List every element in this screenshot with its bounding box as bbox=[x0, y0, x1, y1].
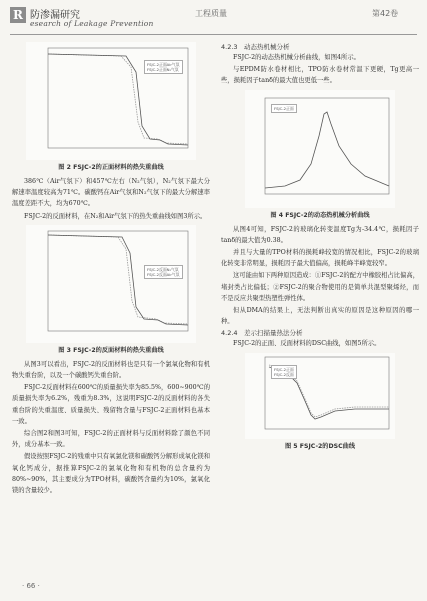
legend-item: FSJC-2正面Air气氛 bbox=[147, 62, 180, 67]
figure-3 bbox=[26, 225, 196, 343]
header-rule bbox=[10, 34, 417, 35]
paragraph: FSJC-2的正面、反面材料的DSC曲线，如图5所示。 bbox=[233, 340, 381, 348]
figure-2-legend bbox=[144, 60, 183, 74]
figure-5-caption: 图 5 FSJC-2的DSC曲线 bbox=[284, 442, 356, 450]
section-heading-4-2-4: 4.2.4 差示扫描量热法分析 bbox=[221, 329, 303, 338]
figure-5-plot bbox=[245, 353, 395, 439]
journal-title-cn: 防渗漏研究 bbox=[30, 10, 80, 21]
paragraph: FSJC-2的动态热机械分析曲线，如图4所示。 bbox=[233, 54, 360, 61]
paragraph: 386℃（Air气氛下）和457℃左右（N₂气氛），N₂气氛下最大分解速率温度较高为71℃。碳酸钙在Air气氛和N₂气氛下的最大分解速率温度差距不大，均为670℃。 bbox=[12, 178, 210, 208]
paragraph: 从图3可以看出，FSJC-2的反面材料也是只有一个氯氧化物和有机物失重台阶，以及一个碳酸钙失重台阶。 bbox=[12, 360, 210, 380]
figure-3-plot bbox=[26, 225, 196, 343]
journal-title-en: esearch of Leakage Prevention bbox=[30, 19, 154, 28]
figure-4-plot bbox=[245, 90, 395, 208]
figure-5-legend bbox=[271, 365, 297, 379]
paragraph: 并且与大量的TPO材料的损耗峰较宽的情况相比，FSJC-2的玻璃化转变非常明显，损耗因子最大值偏高，损耗峰半峰宽较窄。 bbox=[221, 249, 419, 268]
figure-2-caption: 图 2 FSJC-2的正面材料的热失重曲线 bbox=[58, 164, 164, 171]
legend-item: FSJC-2正面 bbox=[274, 105, 294, 111]
paragraph: 假设按照FSJC-2的残重中只有氧氯化镁和碳酸钙分解形成氧化镁和氧化钙成分，据推算FSJC-2的氯氧化物和有机物的总含量约为80%~90%，其主要成分为TPO材料，碳酸钙含量约为10%，氯氧化镁的含量较少。 bbox=[12, 453, 210, 495]
figure-3-caption: 图 3 FSJC-2的反面材料的热失重曲线 bbox=[58, 346, 164, 354]
paragraph: 但从DMA的结果上，无法判断出真实的原因是这种原因的哪一种。 bbox=[221, 307, 419, 326]
figure-4-legend bbox=[271, 104, 297, 113]
legend-item: FSJC-2反面N₂气氛 bbox=[147, 266, 179, 272]
paragraph: 与EPDM防水卷材相比，TPO防水卷材常温下更硬，Tg更高一些，损耗因子tanδ的最大值也更低一些。 bbox=[221, 66, 419, 85]
page-header bbox=[0, 0, 427, 44]
paragraph: FSJC-2的反面材料，在N₂和Air气氛下的热失重曲线如图3所示。 bbox=[24, 212, 207, 220]
legend-item: FSJC-2反面Air气氛 bbox=[147, 271, 180, 277]
legend-item: FSJC-2正面 bbox=[274, 366, 294, 372]
figure-4 bbox=[245, 90, 395, 208]
paragraph: 从图4可知，FSJC-2的玻璃化转变温度Tg为-34.4℃，损耗因子tanδ的最大值为0.38。 bbox=[221, 225, 419, 244]
figure-2 bbox=[26, 42, 196, 160]
left-column bbox=[12, 42, 210, 497]
figure-3-legend bbox=[144, 265, 183, 279]
journal-logo: R bbox=[10, 7, 26, 23]
paragraph: 这可能由如下两种原因造成：①FSJC-2的配方中橡胶相占比偏高，堵封类占比偏低；②FSJC-2的聚合物使用的是简单共混型聚烯烃，而不是反应共聚型热塑性弹性体。 bbox=[221, 272, 419, 302]
right-column bbox=[221, 42, 419, 455]
section-heading-4-2-3: 4.2.3 动态热机械分析 bbox=[221, 43, 290, 51]
figure-4-caption: 图 4 FSJC-2的动态热机械分析曲线 bbox=[270, 211, 370, 219]
figure-5 bbox=[245, 353, 395, 439]
legend-item: FSJC-2反面 bbox=[274, 371, 294, 377]
section-title: 工程质量 bbox=[195, 9, 227, 18]
legend-item: FSJC-2正面N₂气氛 bbox=[147, 67, 179, 72]
paragraph: FSJC-2反面材料在600℃的质量损失率为85.5%，600~900℃的质量损失率为6.2%，残重为8.3%，这说明FSJC-2的反面材料的各失重台阶的失重温度、质量损失、残留物含量与FSJC-2正面材料也基本一致。 bbox=[12, 384, 210, 425]
page-number: · 66 · bbox=[22, 582, 40, 590]
volume-number: 第42卷 bbox=[372, 9, 399, 18]
paragraph: 综合图2和图3可知，FSJC-2的正面材料与反面材料除了颜色不同外，成分基本一致。 bbox=[12, 430, 210, 449]
